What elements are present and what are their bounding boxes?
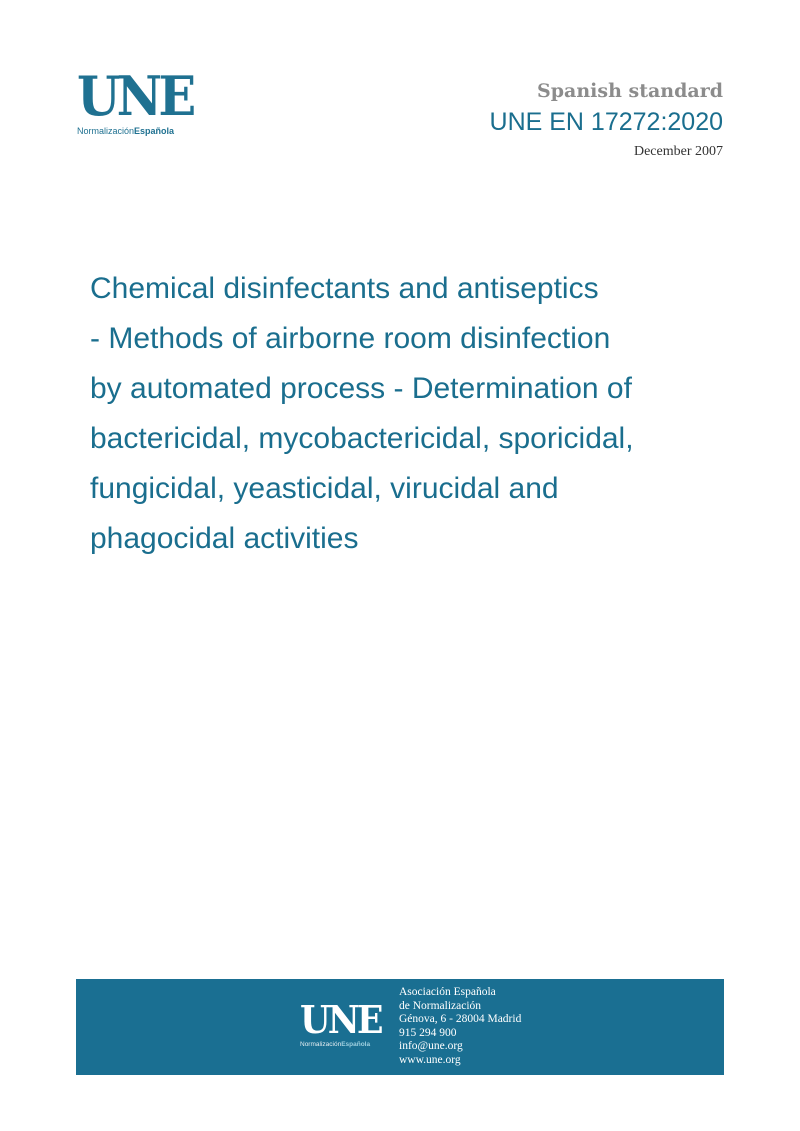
logo-tagline-normal: Normalización (77, 126, 135, 136)
logo-mark: UNE (77, 64, 193, 128)
footer-logo-mark: UNE (300, 997, 381, 1042)
publication-date: December 2007 (633, 144, 723, 159)
standard-code: UNE EN 17272:2020 (489, 108, 723, 136)
org-website: www.une.org (399, 1053, 461, 1066)
footer-logo-tagline (300, 1041, 388, 1049)
org-name-line1: Asociación Española (399, 986, 496, 998)
org-phone: 915 294 900 (399, 1026, 457, 1039)
title-line: Chemical disinfectants and antiseptics (90, 272, 599, 305)
footer-logo-tagline-normal: Normalización (300, 1041, 342, 1048)
document-type: Spanish standard (537, 80, 723, 102)
une-logo (77, 64, 217, 136)
title-line: bactericidal, mycobactericidal, sporicidal, (90, 422, 634, 455)
title-line: fungicidal, yeasticidal, virucidal and (90, 472, 559, 505)
org-email: info@une.org (399, 1040, 463, 1052)
title-line: by automated process - Determination of (90, 372, 632, 405)
title-line: phagocidal activities (90, 522, 359, 555)
title-line: - Methods of airborne room disinfection (90, 322, 611, 355)
standard-info (490, 78, 723, 162)
org-address: Génova, 6 - 28004 Madrid (399, 1013, 522, 1025)
logo-tagline-bold: Española (134, 126, 175, 136)
org-name-line2: de Normalización (399, 999, 482, 1012)
footer-logo-tagline-bold: Española (341, 1041, 371, 1048)
footer-une-logo (300, 997, 388, 1049)
footer-band (76, 979, 724, 1075)
document-title (90, 264, 730, 564)
footer-contact-info (399, 986, 521, 1067)
